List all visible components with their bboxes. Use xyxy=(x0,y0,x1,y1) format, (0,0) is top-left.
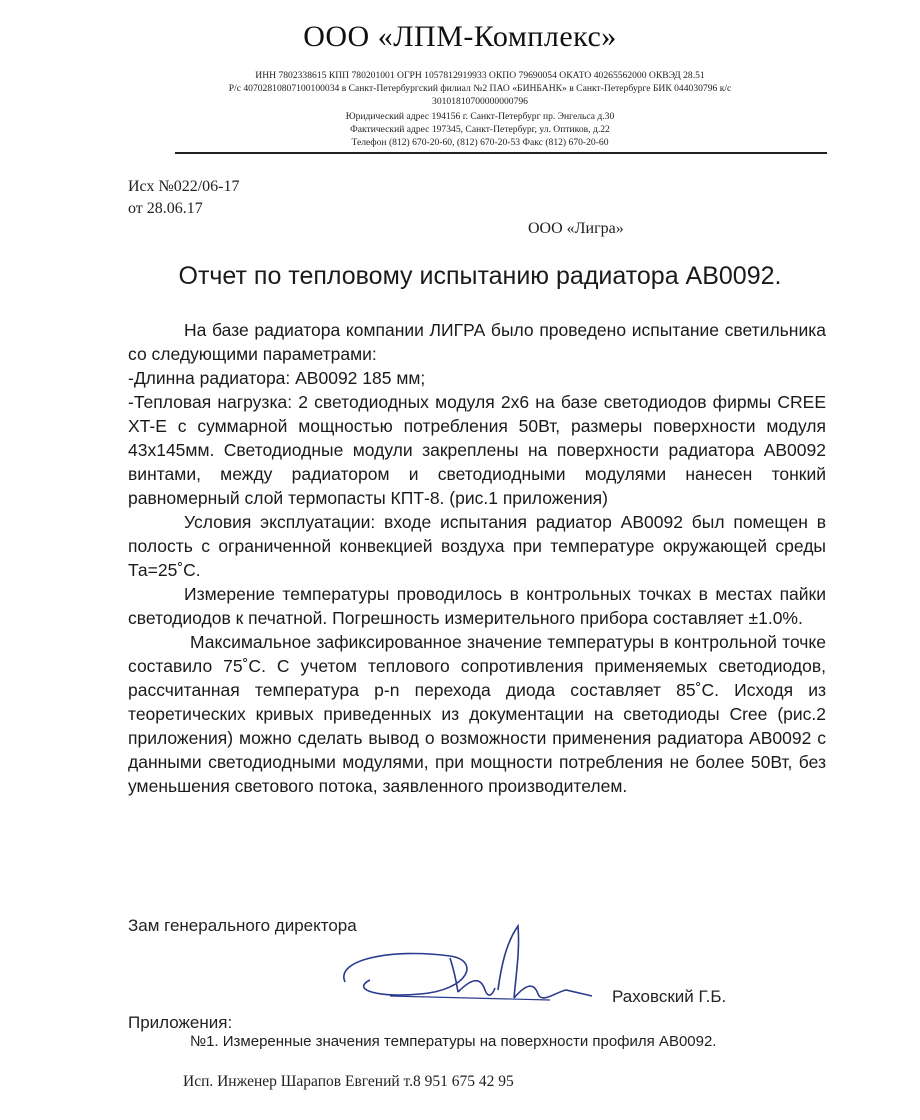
attachment-item: №1. Измеренные значения температуры на поверхности профиля АВ0092. xyxy=(190,1033,717,1050)
paragraph: -Длинна радиатора: АВ0092 185 мм; xyxy=(128,368,426,388)
paragraph: Условия эксплуатации: входе испытания радиатор АВ0092 был помещен в полость с ограниченной конвекцией воздуха при температуре окружающей среды Та=25˚С. xyxy=(128,512,826,580)
executor-contact: Исп. Инженер Шарапов Евгений т.8 951 675 42 95 xyxy=(183,1073,514,1090)
header-divider xyxy=(175,152,827,154)
attachments-heading: Приложения: xyxy=(128,1013,233,1032)
company-name: ООО «ЛПМ-Комплекс» xyxy=(303,20,617,53)
handwritten-signature xyxy=(330,920,630,1020)
recipient: ООО «Лигра» xyxy=(528,220,624,237)
paragraph: На базе радиатора компании ЛИГРА было проведено испытание светильника со следующими параметрами: xyxy=(128,320,826,364)
actual-address: Фактический адрес 197345, Санкт-Петербург, ул. Оптиков, д.22 xyxy=(350,124,610,135)
legal-address: Юридический адрес 194156 г. Санкт-Петербург пр. Энгельса д.30 xyxy=(345,111,615,122)
signatory-position: Зам генерального директора xyxy=(128,916,357,935)
signatory-name: Раховский Г.Б. xyxy=(612,987,727,1006)
requisites-line: ИНН 7802338615 КПП 780201001 ОГРН 1057812919933 ОКПО 79690054 ОКАТО 40265562000 ОКВЭД 28.51 xyxy=(255,70,705,81)
outgoing-number: Исх №022/06-17 xyxy=(128,178,240,195)
document-title: Отчет по тепловому испытанию радиатора АВ0092. xyxy=(178,262,782,290)
paragraph: Измерение температуры проводилось в контрольных точках в местах пайки светодиодов к печатной. Погрешность измерительного прибора составляет ±1.0%. xyxy=(128,584,826,628)
report-body xyxy=(128,318,826,798)
paragraph: Максимальное зафиксированное значение температуры в контрольной точке составило 75˚С. С учетом теплового сопротивления применяемых светодиодов, рассчитанная температура p-n перехода диода составляет 85˚С. Исходя из теоретических кривых приведенных из документации на светодиоды Cree (рис.2 приложения) можно сделать вывод о возможности применения радиатора АВ0092 с данными светодиодными модулями, при мощности потребления не более 50Вт, без уменьшения светового потока, заявленного производителем. xyxy=(128,632,826,796)
requisites-line: 30101810700000000796 xyxy=(432,96,528,107)
outgoing-date: от 28.06.17 xyxy=(128,200,203,217)
requisites-line: Р/с 40702810807100100034 в Санкт-Петербургский филиал №2 ПАО «БИНБАНК» в Санкт-Петербурге БИК 044030796 к/с xyxy=(228,83,732,94)
paragraph: -Тепловая нагрузка: 2 светодиодных модуля 2х6 на базе светодиодов фирмы CREE XT-E с суммарной мощностью потребления 50Вт, размеры поверхности модуля 43х145мм. Светодиодные модули закреплены на поверхности радиатора АВ0092 винтами, между радиатором и светодиодными модулями нанесен тонкий равномерный слой термопасты КПТ-8. (рис.1 приложения) xyxy=(128,392,826,508)
phone-fax-line: Телефон (812) 670-20-60, (812) 670-20-53 Факс (812) 670-20-60 xyxy=(351,137,609,148)
